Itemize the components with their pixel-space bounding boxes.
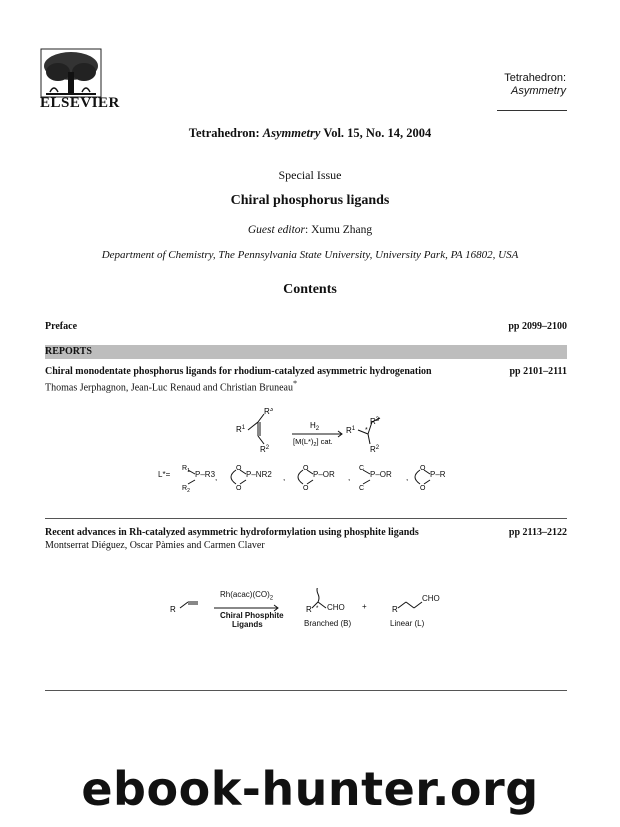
ligand-1: P–R3 [195,470,216,479]
svg-text:R3: $R^3$ [264,408,274,416]
section-label: REPORTS [45,346,92,357]
svg-text:R1: $R^1$ [236,425,246,434]
svg-text:O: O [420,465,426,472]
ligand-5: P–R [430,470,446,479]
svg-text:R2: $R^2$ [260,445,270,454]
scheme2-ligand-line1: Chiral Phosphite [220,611,284,620]
publisher-name: ELSEVIER [40,95,120,111]
journal-corner-line1: Tetrahedron: [504,72,566,84]
svg-text:C: C [359,485,365,492]
article-authors: Montserrat Diéguez, Oscar Pàmies and Carmen Claver [45,540,265,551]
guest-editor [0,224,620,236]
contents-heading: Contents [283,282,337,297]
watermark: ebook-hunter.org [81,762,539,816]
article-divider [45,518,567,519]
svg-text:,: , [348,473,351,482]
ligand-prefix: L*= [158,470,171,479]
svg-text:C: C [359,465,365,472]
svg-text:O: O [236,465,242,472]
corner-divider [497,110,567,111]
article-title[interactable]: Recent advances in Rh-catalyzed asymmetric hydroformylation using phosphite ligands [45,527,419,538]
plus-sign: + [362,602,367,611]
product-linear-label: Linear (L) [390,619,425,628]
article-authors: Thomas Jerphagnon, Jean-Luc Renaud and Christian Bruneau* [45,379,298,394]
article-title[interactable]: Chiral monodentate phosphorus ligands for rhodium-catalyzed asymmetric hydrogenation [45,366,432,377]
department: Department of Chemistry, The Pennsylvania State University, University Park, PA 16802, USA [101,249,519,261]
svg-text:*: * [316,606,319,612]
article-entry[interactable] [45,366,567,393]
scheme1-reagent-bottom: $[M(L*)_2]$ cat. [293,437,333,448]
svg-text:O: O [303,465,309,472]
scheme1-reagent-top: $H_2$ [310,421,320,432]
svg-text:R2: $R_2$ [182,485,190,492]
ligand-4: P–OR [370,470,392,479]
issue-volume: Vol. 15, No. 14, 2004 [323,126,432,140]
preface-label[interactable]: Preface [45,321,78,332]
svg-text:R1: $R^1$ [346,426,356,435]
svg-text:R: R [392,605,398,614]
preface-pages: pp 2099–2100 [508,321,567,332]
special-issue-label: Special Issue [278,168,342,182]
svg-text:R2: $R^2$ [370,445,380,454]
svg-text:O: O [420,485,426,492]
issue-journal-italic: Asymmetry [262,126,321,140]
scheme2-reagent: $Rh(acac)(CO)_2$ [220,590,274,602]
guest-editor-label: Guest editor [247,224,306,236]
journal-corner-line2: Asymmetry [511,85,566,97]
svg-text:,: , [215,473,218,482]
journal-corner [504,72,566,98]
svg-text:,: , [283,473,286,482]
issue-title: Chiral phosphorus ligands [230,193,390,208]
article-divider [45,690,567,691]
svg-text:R: R [306,605,312,614]
ligand-row [158,462,478,492]
section-bar [45,345,567,359]
svg-text:,: , [406,473,409,482]
issue-line [0,126,620,141]
svg-text:R3: $R^3$ [370,417,380,426]
product-branched-cho: CHO [327,603,345,612]
ligand-3: P–OR [313,470,335,479]
svg-text:R1: $R_1$ [182,465,190,474]
article-entry[interactable] [45,527,567,551]
preface-row[interactable] [45,321,567,332]
product-linear-cho: CHO [422,594,440,603]
svg-text:O: O [303,485,309,492]
hydrogenation-scheme [220,408,410,468]
svg-text:R: R [170,605,176,614]
product-branched-label: Branched (B) [304,619,352,628]
scheme2-ligand-line2: Ligands [232,620,263,629]
issue-journal: Tetrahedron: [188,126,260,140]
svg-text:*: * [365,427,368,434]
article-pages: pp 2101–2111 [509,366,567,377]
svg-text:O: O [236,485,242,492]
hydroformylation-scheme [170,588,470,638]
guest-editor-name: : Xumu Zhang [305,224,373,236]
article-pages: pp 2113–2122 [508,527,567,538]
ligand-2: P–NR2 [246,470,272,479]
